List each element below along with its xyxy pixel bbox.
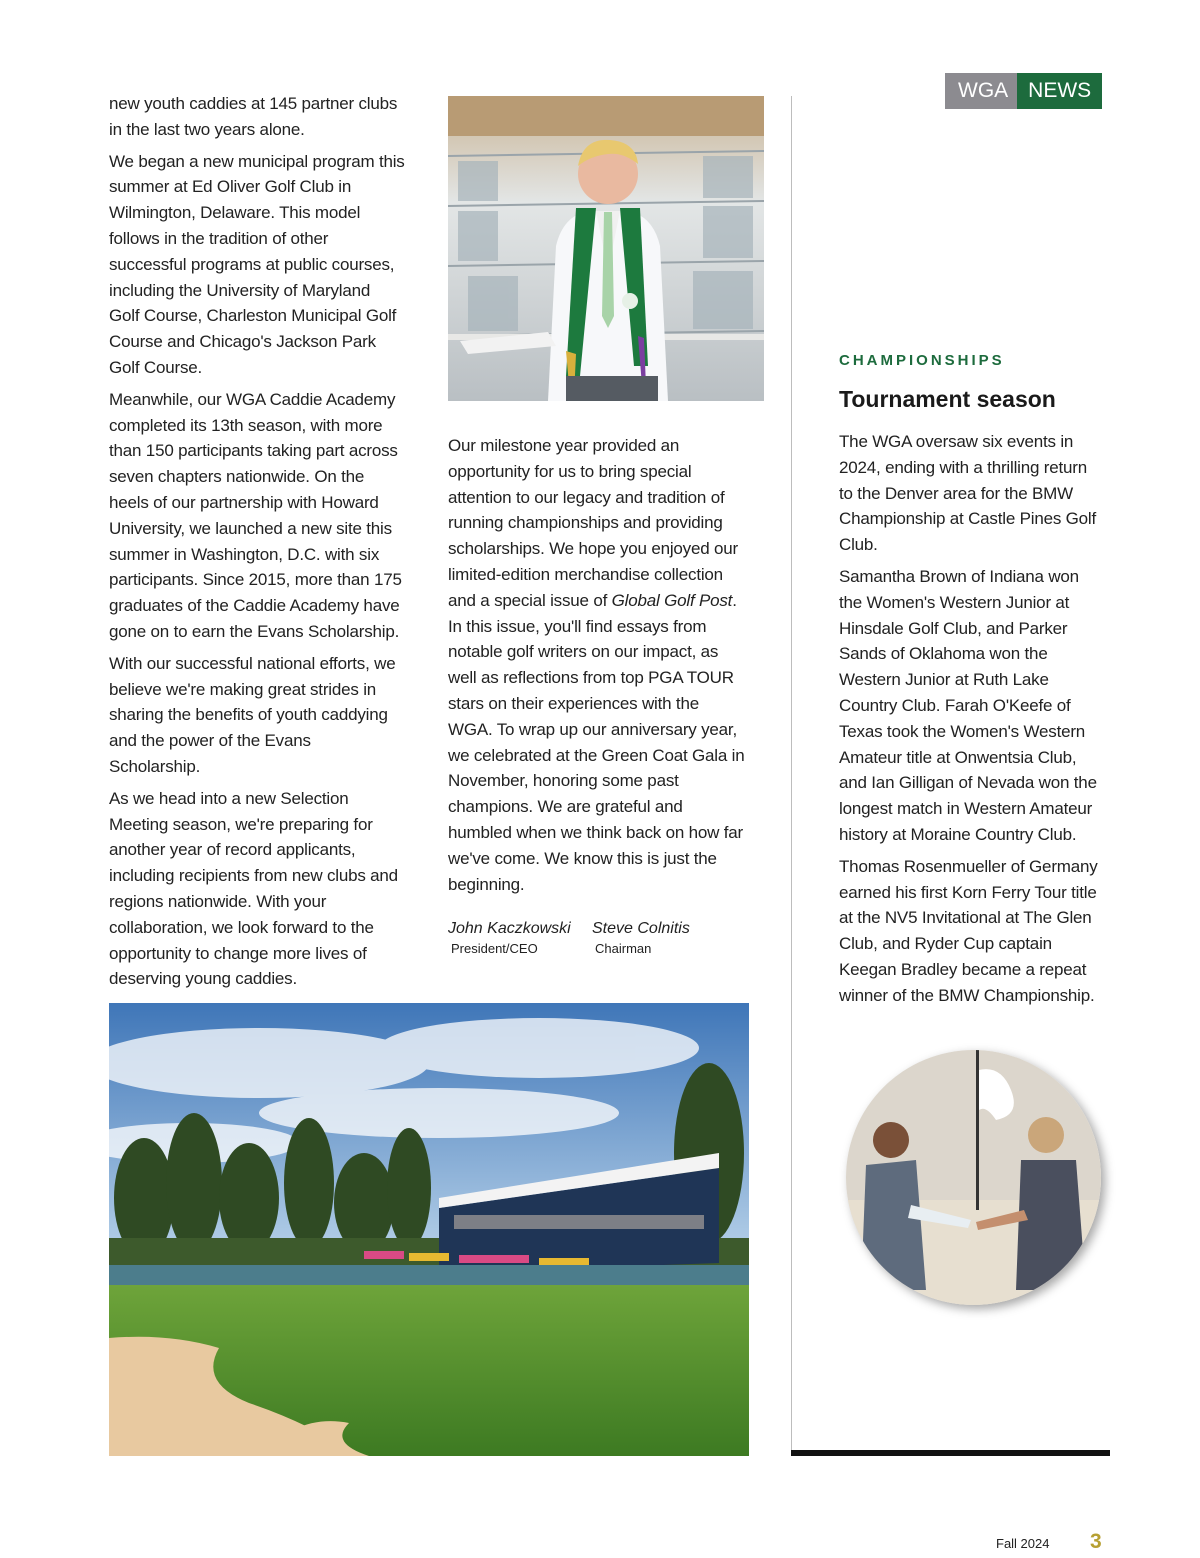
middle-text-column	[448, 433, 748, 903]
left-text-column	[109, 91, 405, 998]
sidebar-text-column	[839, 429, 1101, 1015]
page-number: 3	[1090, 1530, 1102, 1553]
graduate-photo	[448, 96, 764, 401]
body-paragraph: new youth caddies at 145 partner clubs in the last two years alone.	[109, 94, 398, 139]
section-kicker: CHAMPIONSHIPS	[839, 352, 1005, 369]
sidebar-paragraph: The WGA oversaw six events in 2024, ending with a thrilling return to the Denver area for the BMW Championship at Castle Pines Golf Club.	[839, 432, 1097, 555]
letter-paragraph	[448, 433, 748, 897]
sidebar-paragraph: Thomas Rosenmueller of Germany earned his first Korn Ferry Tour title at the NV5 Invitational at The Glen Club, and Ryder Cup captain Keegan Bradley became a repeat winner of the BMW Championship.	[839, 856, 1098, 1005]
sidebar-paragraph: Samantha Brown of Indiana won the Women's Western Junior at Hinsdale Golf Club, and Parker Sands of Oklahoma won the Western Junior at Ruth Lake Country Club. Farah O'Keefe of Texas took the Women's Western Amateur title at Onwentsia Club, and Ian Gilligan of Nevada won the longest match in Western Amateur history at Moraine Country Club.	[839, 566, 1097, 844]
sidebar-headline: Tournament season	[839, 386, 1056, 412]
sidebar-bottom-rule	[791, 1450, 1110, 1456]
section-badge	[945, 73, 1102, 109]
body-paragraph: Meanwhile, our WGA Caddie Academy completed its 13th season, with more than 150 participants taking part across seven chapters nationwide. On the heels of our partnership with Howard University, we launched a new site this summer in Washington, D.C. with six participants. Since 2015, more than 175 graduates of the Caddie Academy have gone on to earn the Evans Scholarship.	[109, 389, 402, 641]
signature-ceo	[448, 918, 571, 958]
signature-chairman	[592, 918, 690, 958]
badge-news: NEWS	[1017, 73, 1102, 109]
body-paragraph: As we head into a new Selection Meeting season, we're preparing for another year of record applicants, including recipients from new clubs and regions nationwide. With your collaboration, we look forward to the opportunity to change more lives of deserving young caddies.	[109, 788, 398, 989]
handshake-photo	[846, 1050, 1101, 1305]
body-paragraph: With our successful national efforts, we believe we're making great strides in sharing the benefits of youth caddying and the power of the Evans Scholarship.	[109, 653, 396, 776]
issue-label: Fall 2024	[996, 1536, 1050, 1551]
body-paragraph: We began a new municipal program this summer at Ed Oliver Golf Club in Wilmington, Delaware. This model follows in the tradition of other successful programs at public courses, including the University of Maryland Golf Course, Charleston Municipal Golf Course and Chicago's Jackson Park Golf Course.	[109, 151, 405, 377]
signature-title: Chairman	[595, 941, 652, 956]
signature-name: Steve Colnitis	[592, 920, 690, 937]
signature-title: President/CEO	[451, 941, 538, 956]
signature-name: John Kaczkowski	[448, 920, 571, 937]
golf-course-photo	[109, 1003, 749, 1456]
column-divider	[791, 96, 792, 1454]
letter-text-end: . In this issue, you'll find essays from notable golf writers on our impact, as well as reflections from top PGA TOUR stars on their experiences with the WGA. To wrap up our anniversary year, we celebrated at the Green Coat Gala in November, honoring some past champions. We are grateful and humbled when we think back on how far we've come. We know this is just the beginning.	[448, 590, 745, 894]
publication-title: Global Golf Post	[611, 590, 733, 610]
letter-text-start: Our milestone year provided an opportunity for us to bring special attention to our legacy and tradition of running championships and providing scholarships. We hope you enjoyed our limited-edition merchandise collection and a special issue of	[448, 436, 738, 610]
badge-wga: WGA	[945, 73, 1017, 109]
